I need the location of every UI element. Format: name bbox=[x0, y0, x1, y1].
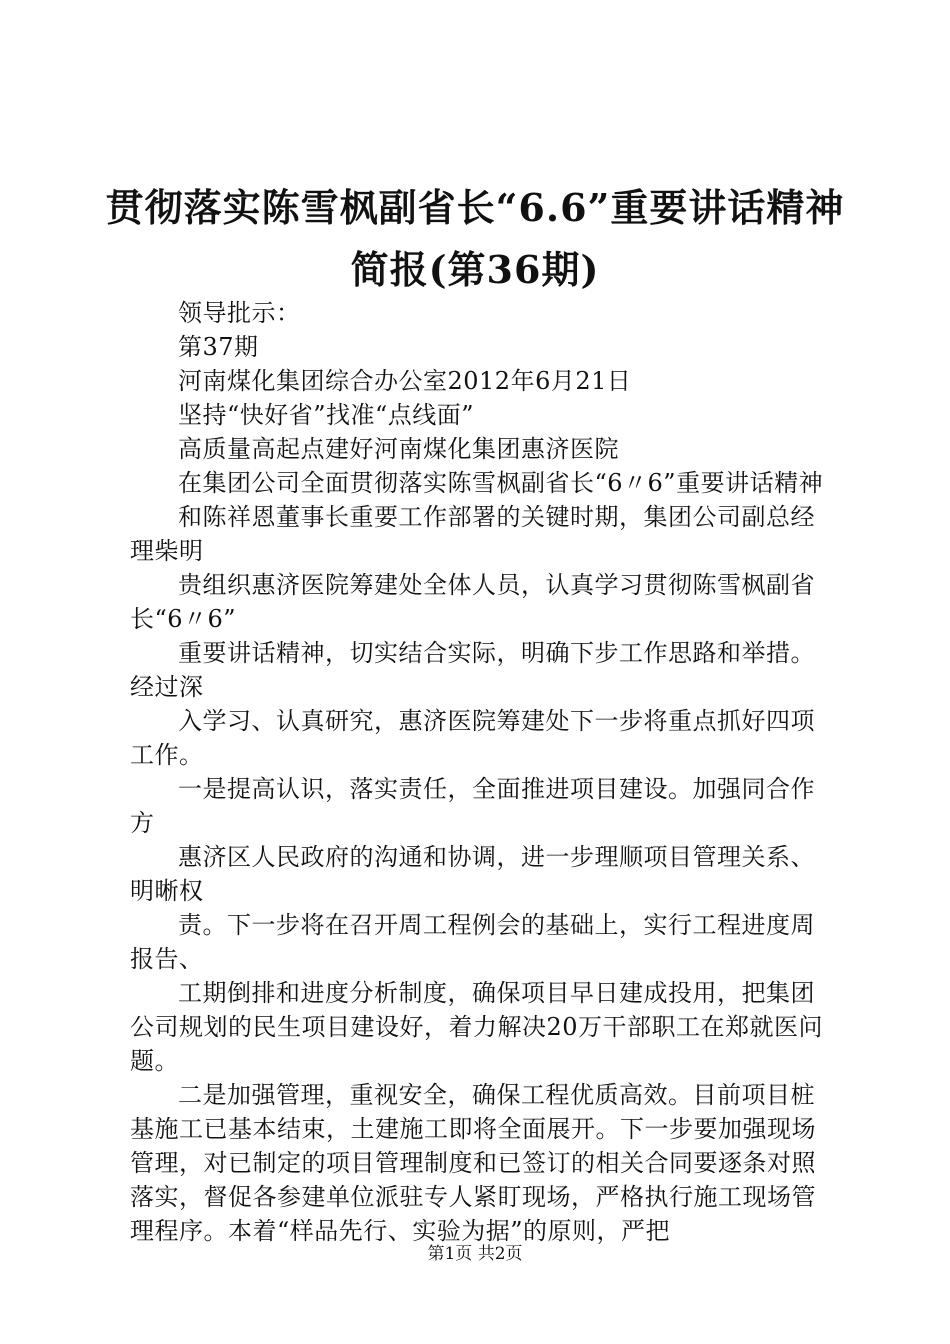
paragraph: 惠济区人民政府的沟通和协调，进一步理顺项目管理关系、明晰权 bbox=[130, 843, 815, 905]
paragraph: 一是提高认识，落实责任，全面推进项目建设。加强同合作方 bbox=[130, 775, 815, 837]
page-footer: 第1页 共2页 bbox=[427, 1244, 523, 1264]
paragraph: 二是加强管理，重视安全，确保工程优质高效。目前项目桩基施工已基本结束，土建施工即将全面展开。下一步要加强现场管理，对已制定的项目管理制度和已签订的相关合同要逐条对照落实，督促各参建单位派驻专人紧盯现场，严格执行施工现场管理程序。本着“样品先行、实验为据”的原则，严把 bbox=[130, 1081, 816, 1245]
paragraph-issuer-date: 河南煤化集团综合办公室2012年6月21日 bbox=[178, 367, 632, 395]
paragraph: 重要讲话精神，切实结合实际，明确下步工作思路和举措。经过深 bbox=[130, 639, 815, 701]
paragraph: 工期倒排和进度分析制度，确保项目早日建成投用，把集团公司规划的民生项目建设好，着力解决20万干部职工在郑就医问题。 bbox=[130, 979, 824, 1075]
paragraph-subheadline: 高质量高起点建好河南煤化集团惠济医院 bbox=[178, 435, 619, 463]
paragraph: 贵组织惠济医院筹建处全体人员，认真学习贯彻陈雪枫副省长“6〃6” bbox=[130, 571, 815, 633]
paragraph-leader-instruction: 领导批示： bbox=[178, 299, 301, 327]
document-title-line1: 贯彻落实陈雪枫副省长“6.6”重要讲话精神 bbox=[105, 185, 845, 230]
paragraph-issue-number: 第37期 bbox=[178, 333, 259, 361]
paragraph: 入学习、认真研究，惠济医院筹建处下一步将重点抓好四项工作。 bbox=[130, 707, 815, 769]
paragraph: 在集团公司全面贯彻落实陈雪枫副省长“6〃6”重要讲话精神 bbox=[178, 469, 824, 497]
document-title-line2: 简报(第36期) bbox=[350, 247, 600, 292]
paragraph: 责。下一步将在召开周工程例会的基础上，实行工程进度周报告、 bbox=[130, 911, 815, 973]
paragraph-headline: 坚持“快好省”找准“点线面” bbox=[178, 401, 475, 429]
paragraph: 和陈祥恩董事长重要工作部署的关键时期，集团公司副总经理柴明 bbox=[130, 503, 815, 565]
document-body bbox=[130, 296, 835, 1248]
